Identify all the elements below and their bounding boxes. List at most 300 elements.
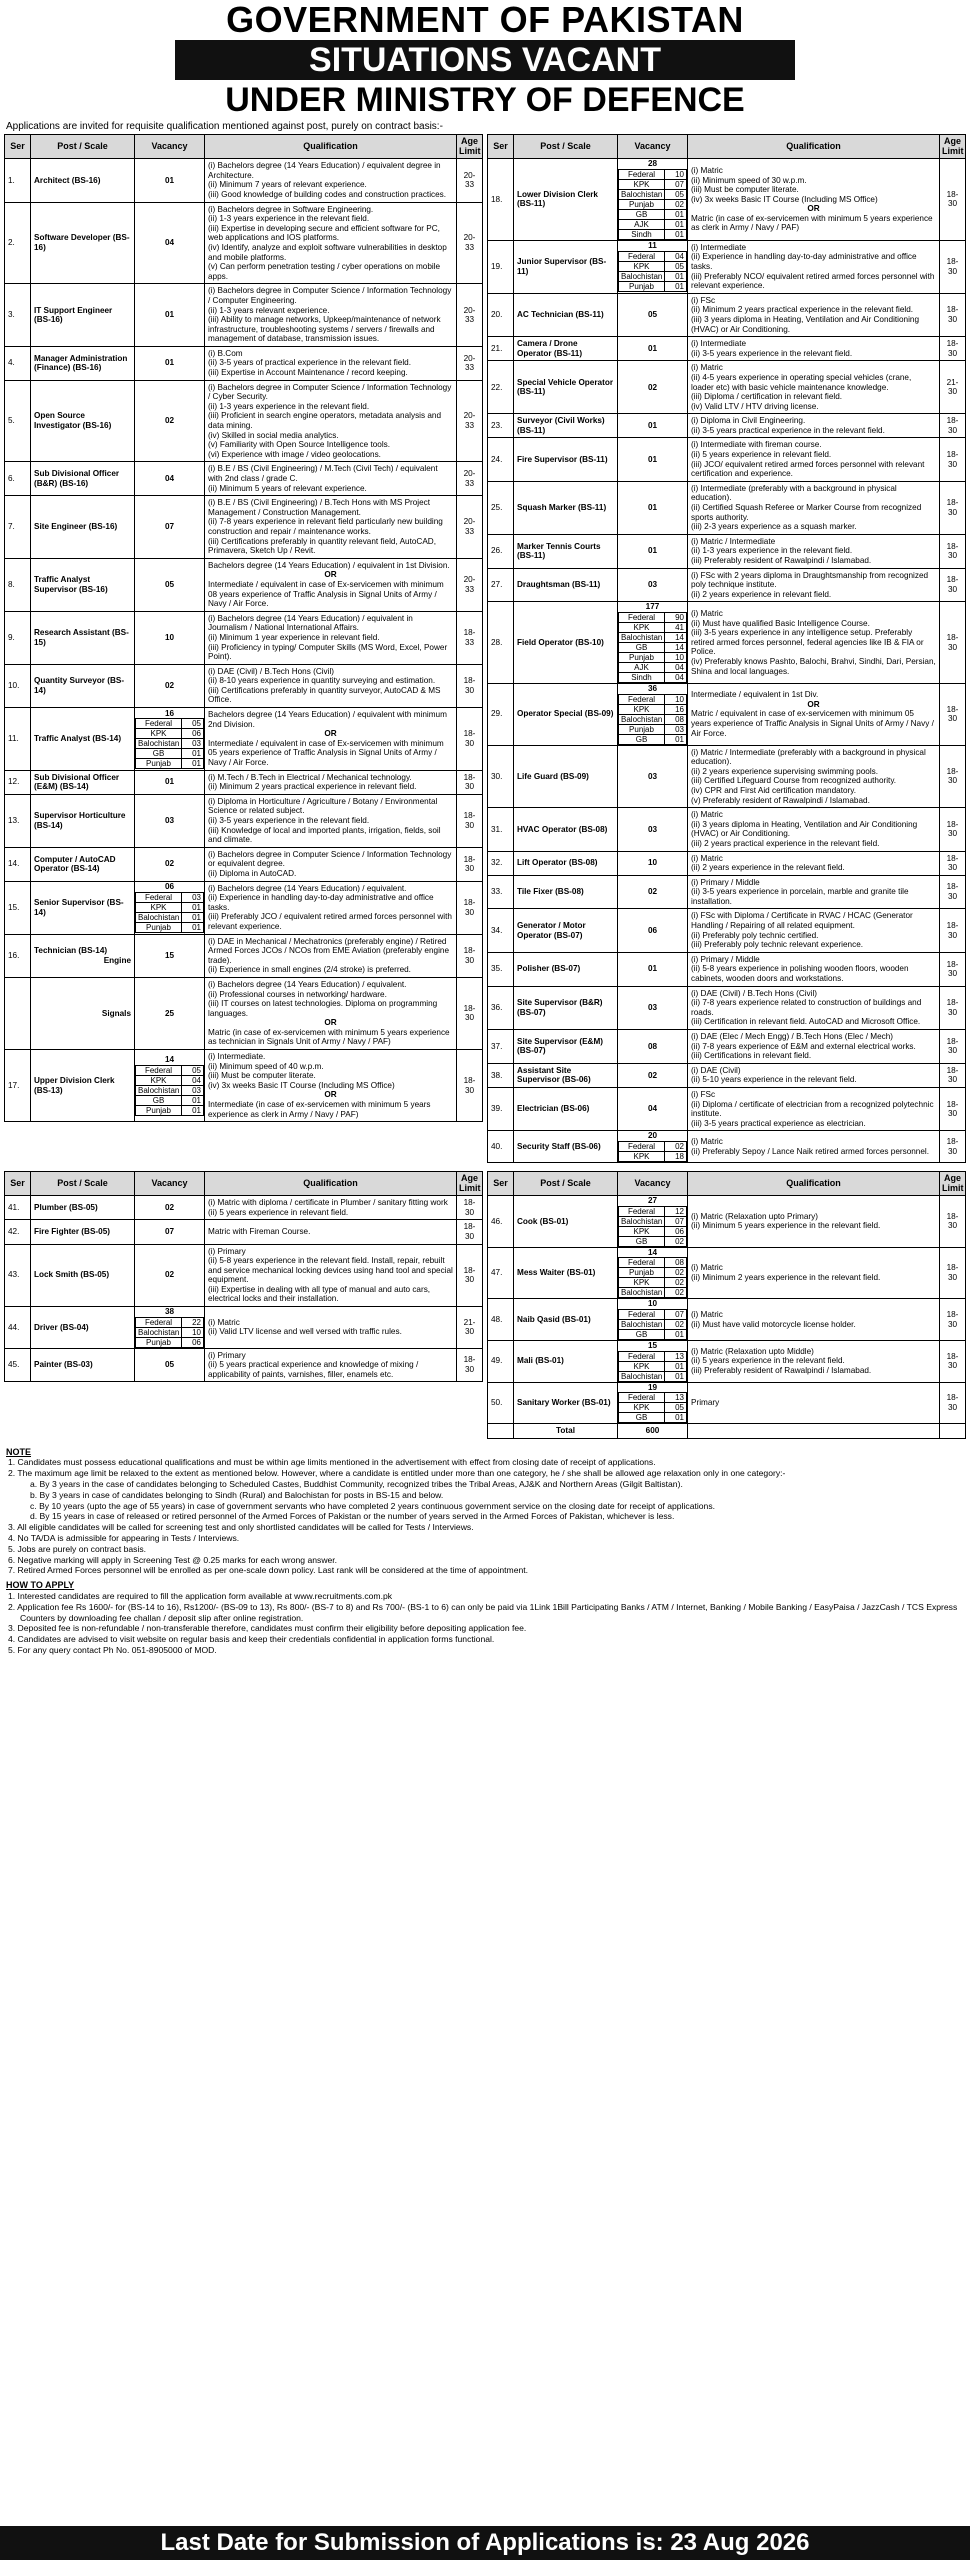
province-name: KPK bbox=[619, 622, 665, 632]
note-item: 6. Negative marking will apply in Screening Test @ 0.25 marks for each wrong answer. bbox=[8, 1554, 338, 1565]
table-row bbox=[488, 1299, 966, 1341]
row-qualification bbox=[688, 986, 940, 1029]
province-name: GB bbox=[136, 1095, 182, 1105]
province-name: KPK bbox=[136, 902, 182, 912]
qualification-line: OR bbox=[324, 1090, 337, 1100]
row-post bbox=[514, 534, 618, 568]
post-title: AC Technician (BS-11) bbox=[517, 310, 604, 320]
qualification-line: (ii) 5 years experience in the relevant field. bbox=[691, 1356, 845, 1366]
row-post bbox=[514, 1030, 618, 1064]
qualification-line: (ii) Experience in small engines (2/4 stroke) is preferred. bbox=[208, 965, 411, 975]
row-post bbox=[31, 284, 135, 347]
province-count: 41 bbox=[665, 622, 687, 632]
row-vacancy bbox=[618, 1299, 688, 1341]
vacancy-total: 177 bbox=[645, 602, 660, 612]
province-count: 03 bbox=[182, 1085, 204, 1095]
province-row bbox=[619, 612, 687, 622]
row-age: 18-30 bbox=[940, 1131, 966, 1163]
qualification-line: (ii) Minimum 2 years practical experience in relevant field. bbox=[208, 782, 417, 792]
province-name: AJK bbox=[619, 662, 665, 672]
row-vacancy bbox=[135, 977, 205, 1049]
province-row bbox=[619, 1403, 687, 1413]
post-title: HVAC Operator (BS-08) bbox=[517, 824, 608, 834]
province-breakdown bbox=[135, 1317, 204, 1348]
row-qualification bbox=[205, 1220, 457, 1244]
province-row bbox=[619, 1309, 687, 1319]
qualification-line: (i) Intermediate. bbox=[208, 1052, 266, 1062]
province-row bbox=[136, 1317, 204, 1327]
row-qualification bbox=[688, 745, 940, 808]
qualification-line: (iii) Good knowledge of building codes and construction practices. bbox=[208, 189, 447, 199]
row-vacancy bbox=[135, 346, 205, 380]
row-qualification bbox=[688, 1030, 940, 1064]
post-title: Architect (BS-16) bbox=[34, 175, 101, 185]
row-vacancy bbox=[618, 240, 688, 293]
province-count: 01 bbox=[665, 282, 687, 292]
vacancy-total: 03 bbox=[647, 580, 658, 590]
province-name: Federal bbox=[136, 719, 182, 729]
row-post bbox=[514, 986, 618, 1029]
qualification-line: Intermediate / equivalent in 1st Div. bbox=[691, 690, 819, 700]
qualification-line: (i) B.Com bbox=[208, 348, 243, 358]
province-row bbox=[619, 1329, 687, 1339]
vacancy-total: 19 bbox=[647, 1382, 658, 1392]
row-age: 21-30 bbox=[940, 361, 966, 414]
vacancy-total: 06 bbox=[164, 882, 175, 892]
table-row bbox=[488, 293, 966, 336]
province-name: Punjab bbox=[136, 759, 182, 769]
post-title: Lift Operator (BS-08) bbox=[517, 858, 598, 868]
qualification-line: (ii) Preferably poly technic certified. bbox=[691, 930, 819, 940]
qualification-line: (ii) 3 years diploma in Heating, Ventilation and Air Conditioning (HVAC) or Air Conditioning. bbox=[691, 819, 918, 839]
vacancy-total: 01 bbox=[647, 546, 658, 556]
qualification-line: (i) Intermediate bbox=[691, 242, 747, 252]
post-title: Traffic Analyst Supervisor (BS-16) bbox=[34, 575, 108, 594]
post-title: Manager Administration (Finance) (BS-16) bbox=[34, 353, 128, 373]
province-row bbox=[619, 672, 687, 682]
qualification-line: (ii) 5 years experience in relevant field. bbox=[691, 450, 832, 460]
province-count: 02 bbox=[665, 1288, 687, 1298]
row-post bbox=[514, 438, 618, 481]
qualification-line: (i) Matric bbox=[691, 1137, 723, 1147]
row-ser: 40. bbox=[488, 1131, 514, 1163]
row-ser: 37. bbox=[488, 1030, 514, 1064]
row-vacancy bbox=[618, 909, 688, 952]
table-row bbox=[488, 952, 966, 986]
province-breakdown bbox=[618, 1141, 687, 1162]
qualification-line: (ii) 1-3 years experience in the relevant field. bbox=[691, 546, 853, 556]
post-title: Quantity Surveyor (BS-14) bbox=[34, 676, 125, 695]
qualification-line: (ii) 2 years experience supervising swimming pools. bbox=[691, 766, 879, 776]
province-count: 05 bbox=[665, 189, 687, 199]
province-row bbox=[619, 1278, 687, 1288]
row-vacancy bbox=[135, 1050, 205, 1122]
qualification-line: (i) Matric (Relaxation upto Middle) bbox=[691, 1346, 814, 1356]
row-vacancy bbox=[618, 293, 688, 336]
vacancy-total: 10 bbox=[647, 1299, 658, 1309]
province-count: 02 bbox=[665, 1141, 687, 1151]
row-age: 18-30 bbox=[457, 708, 483, 771]
vacancy-total: 02 bbox=[647, 382, 658, 392]
left-column bbox=[4, 134, 483, 1122]
row-vacancy bbox=[135, 462, 205, 496]
row-ser: 22. bbox=[488, 361, 514, 414]
row-ser: 4. bbox=[5, 346, 31, 380]
row-ser: 24. bbox=[488, 438, 514, 481]
table-row bbox=[5, 1220, 483, 1244]
vacancy-total: 05 bbox=[164, 579, 175, 589]
qualification-line: (iii) Proficiency in typing/ Computer Skills (MS Word, Excel, Power Point). bbox=[208, 642, 448, 662]
qualification-line: (i) M.Tech / B.Tech in Electrical / Mechanical technology. bbox=[208, 772, 412, 782]
row-ser: 48. bbox=[488, 1299, 514, 1341]
qualification-line: (iii) JCO/ equivalent retired armed forces personnel with relevant certification and experience. bbox=[691, 459, 925, 479]
row-age: 18-30 bbox=[457, 664, 483, 707]
province-count: 08 bbox=[665, 714, 687, 724]
row-post bbox=[31, 1307, 135, 1349]
qualification-line: Intermediate / equivalent in case of Ex-servicemen with minimum 08 years experience of Traffic Analysis in Signal Units of Army / Navy / Air Force. bbox=[208, 579, 444, 609]
province-count: 14 bbox=[665, 632, 687, 642]
qualification-line: (ii) Experience in handling day-to-day administrative and office tasks. bbox=[208, 893, 434, 912]
province-count: 06 bbox=[182, 1337, 204, 1347]
province-row bbox=[619, 282, 687, 292]
post-title: Sub Divisional Officer (B&R) (BS-16) bbox=[34, 469, 120, 488]
row-post bbox=[31, 1348, 135, 1382]
province-row bbox=[619, 209, 687, 219]
qualification-line: (ii) Professional courses in networking/ hardware. bbox=[208, 989, 387, 999]
row-post bbox=[31, 380, 135, 462]
qualification-line: (iii) Preferably resident of Rawalpindi / Islamabad. bbox=[691, 556, 872, 565]
vacancy-total: 14 bbox=[647, 1247, 658, 1257]
province-count: 06 bbox=[182, 729, 204, 739]
table-row bbox=[488, 683, 966, 745]
row-age: 18-30 bbox=[940, 240, 966, 293]
province-breakdown bbox=[618, 694, 687, 745]
row-age: 18-30 bbox=[457, 1196, 483, 1220]
vacancy-total: 02 bbox=[164, 416, 175, 426]
province-count: 01 bbox=[665, 1329, 687, 1339]
qualification-line: (iii) Certified Lifeguard Course from recognized authority. bbox=[691, 776, 897, 786]
row-age: 18-30 bbox=[940, 986, 966, 1029]
qualification-line: (iii) Must be computer literate. bbox=[208, 1071, 316, 1081]
row-vacancy bbox=[618, 1030, 688, 1064]
qualification-line: (iii) 3-5 years experience in any intelligence setup. Preferably retired armed forces personnel, federal agencies like IB & FIA or Police. bbox=[691, 628, 924, 657]
province-row bbox=[619, 724, 687, 734]
row-vacancy bbox=[135, 847, 205, 881]
post-subtype: Signals bbox=[101, 1008, 131, 1018]
table-row bbox=[5, 881, 483, 934]
row-post bbox=[31, 346, 135, 380]
province-name: Federal bbox=[619, 694, 665, 704]
row-post bbox=[31, 611, 135, 664]
qualification-line: (ii) 1-3 years relevant experience. bbox=[208, 305, 330, 315]
right-column bbox=[487, 134, 966, 1163]
post-title: Lock Smith (BS-05) bbox=[34, 1270, 110, 1280]
qualification-line: (ii) 2 years experience in relevant field. bbox=[691, 589, 832, 599]
post-title: Upper Division Clerk (BS-13) bbox=[34, 1076, 115, 1095]
vacancy-total: 15 bbox=[647, 1340, 658, 1350]
row-ser: 34. bbox=[488, 909, 514, 952]
row-post bbox=[31, 462, 135, 496]
note-item: 7. Retired Armed Forces personnel will be enrolled as per one-scale down policy. Last rank will be considered at the time of appointment. bbox=[8, 1565, 529, 1576]
row-vacancy bbox=[135, 794, 205, 847]
province-count: 05 bbox=[182, 1065, 204, 1075]
table-row bbox=[5, 664, 483, 707]
row-qualification bbox=[688, 808, 940, 851]
row-age: 18-30 bbox=[940, 438, 966, 481]
qualification-line: (ii) 7-8 years experience in relevant field particularly new building construction and repair / maintenance works. bbox=[208, 517, 443, 536]
row-post bbox=[31, 1050, 135, 1122]
col-post: Post / Scale bbox=[31, 1171, 135, 1195]
province-row bbox=[619, 704, 687, 714]
row-ser: 1. bbox=[5, 159, 31, 202]
province-count: 03 bbox=[182, 739, 204, 749]
post-title: Camera / Drone Operator (BS-11) bbox=[517, 339, 583, 358]
province-name: Punjab bbox=[619, 724, 665, 734]
province-breakdown bbox=[618, 1309, 687, 1340]
province-count: 01 bbox=[182, 912, 204, 922]
row-ser: 33. bbox=[488, 875, 514, 909]
province-row bbox=[619, 262, 687, 272]
qualification-line: (i) Bachelors degree in Computer Science / Information Technology / Computer Engineering. bbox=[208, 286, 452, 305]
row-post bbox=[514, 481, 618, 534]
vacancy-total: 08 bbox=[647, 1041, 658, 1051]
qualification-line: (ii) 5-8 years experience in the relevant field. Install, repair, rebuilt and service mechanical locking devices using hand tool and special equipment. bbox=[208, 1256, 453, 1285]
province-breakdown bbox=[135, 892, 204, 933]
province-row bbox=[136, 892, 204, 902]
row-vacancy bbox=[135, 558, 205, 611]
qualification-line: (ii) Minimum 7 years of relevant experience. bbox=[208, 180, 367, 190]
table-row bbox=[5, 346, 483, 380]
vacancy-table-right bbox=[487, 134, 966, 1163]
post-title: Electrician (BS-06) bbox=[517, 1104, 590, 1114]
qualification-line: (v) Can perform penetration testing / cyber operations on mobile apps. bbox=[208, 262, 441, 281]
province-row bbox=[619, 199, 687, 209]
qualification-line: (iii) Preferably JCO / equivalent retired armed forces personnel with relevant experience. bbox=[208, 912, 452, 931]
province-count: 05 bbox=[665, 262, 687, 272]
post-title: Computer / AutoCAD Operator (BS-14) bbox=[34, 854, 116, 874]
qualification-line: (iii) 3 years diploma in Heating, Ventilation and Air Conditioning (HVAC) or Air Conditioning. bbox=[691, 314, 920, 334]
row-age: 18-30 bbox=[457, 1348, 483, 1382]
row-age: 18-30 bbox=[940, 414, 966, 438]
qualification-line: (i) FSc bbox=[691, 295, 716, 305]
province-count: 07 bbox=[665, 1216, 687, 1226]
qualification-line: (i) Matric bbox=[691, 1263, 723, 1273]
province-name: Punjab bbox=[619, 199, 665, 209]
province-name: Federal bbox=[619, 169, 665, 179]
province-row bbox=[619, 734, 687, 744]
row-ser: 42. bbox=[5, 1220, 31, 1244]
table-row bbox=[5, 558, 483, 611]
row-post bbox=[31, 847, 135, 881]
province-name: Balochistan bbox=[619, 1319, 665, 1329]
vacancy-total: 16 bbox=[164, 708, 175, 718]
province-breakdown bbox=[618, 612, 687, 683]
row-ser bbox=[5, 977, 31, 1049]
province-name: Balochistan bbox=[136, 1327, 182, 1337]
row-ser: 15. bbox=[5, 881, 31, 934]
post-title: Tile Fixer (BS-08) bbox=[517, 887, 584, 897]
province-count: 10 bbox=[665, 169, 687, 179]
table-row bbox=[488, 361, 966, 414]
qualification-line: (iii) Certifications preferably in quantity relevant field, AutoCAD, Primavera, Sketch Up / Revit. bbox=[208, 536, 436, 556]
row-qualification bbox=[688, 568, 940, 602]
row-age: 18-30 bbox=[940, 851, 966, 875]
row-ser: 28. bbox=[488, 602, 514, 684]
row-post bbox=[514, 952, 618, 986]
province-count: 01 bbox=[665, 272, 687, 282]
row-vacancy bbox=[618, 1340, 688, 1382]
province-row bbox=[136, 922, 204, 932]
row-ser: 9. bbox=[5, 611, 31, 664]
post-title: Site Supervisor (E&M) (BS-07) bbox=[517, 1036, 603, 1056]
qualification-line: OR bbox=[324, 1018, 337, 1028]
row-vacancy bbox=[618, 1063, 688, 1087]
row-qualification bbox=[688, 159, 940, 241]
row-ser: 44. bbox=[5, 1307, 31, 1349]
row-ser: 8. bbox=[5, 558, 31, 611]
qualification-line: (iii) Certification in relevant field. AutoCAD and Microsoft Office. bbox=[691, 1017, 921, 1027]
vacancy-total: 02 bbox=[164, 1270, 175, 1280]
qualification-line: (i) DAE (Civil) bbox=[691, 1065, 741, 1075]
row-qualification bbox=[688, 534, 940, 568]
row-post bbox=[31, 1244, 135, 1307]
header-subtitle: SITUATIONS VACANT bbox=[175, 40, 795, 80]
qualification-line: Intermediate / equivalent in case of Ex-servicemen with minimum 05 years experience of Traffic Analysis in Signal Units of Army / Navy / Air Force. bbox=[208, 738, 444, 768]
province-name: Balochistan bbox=[619, 714, 665, 724]
vacancy-total: 01 bbox=[647, 454, 658, 464]
row-vacancy bbox=[618, 1131, 688, 1163]
province-row bbox=[619, 229, 687, 239]
table-row bbox=[5, 284, 483, 347]
table-row bbox=[5, 202, 483, 284]
notes-section bbox=[0, 1439, 970, 1656]
vacancy-table-right-2 bbox=[487, 1171, 966, 1439]
row-post bbox=[514, 745, 618, 808]
row-age: 20-33 bbox=[457, 462, 483, 496]
qualification-line: (iii) IT courses on latest technologies. Diploma on programming languages. bbox=[208, 999, 438, 1018]
qualification-line: Primary bbox=[691, 1398, 720, 1407]
row-vacancy bbox=[135, 664, 205, 707]
post-title: Security Staff (BS-06) bbox=[517, 1141, 601, 1151]
province-count: 06 bbox=[665, 1226, 687, 1236]
row-qualification bbox=[688, 481, 940, 534]
province-row bbox=[619, 1258, 687, 1268]
vacancy-total: 15 bbox=[164, 950, 175, 960]
main-tables bbox=[0, 134, 970, 1163]
note-item: 3. All eligible candidates will be called for screening test and only shortlisted candidates will be called for Tests / Interviews. bbox=[8, 1522, 474, 1533]
table-row bbox=[488, 481, 966, 534]
province-count: 10 bbox=[182, 1327, 204, 1337]
row-post bbox=[514, 683, 618, 745]
row-ser: 19. bbox=[488, 240, 514, 293]
table-row bbox=[5, 1196, 483, 1220]
post-title: Painter (BS-03) bbox=[34, 1360, 93, 1370]
table-row bbox=[5, 462, 483, 496]
table-row bbox=[5, 977, 483, 1049]
row-post bbox=[31, 934, 135, 977]
province-row bbox=[619, 252, 687, 262]
province-name: GB bbox=[136, 749, 182, 759]
row-qualification bbox=[688, 683, 940, 745]
row-qualification bbox=[205, 664, 457, 707]
row-qualification bbox=[205, 159, 457, 202]
row-qualification bbox=[688, 952, 940, 986]
qualification-line: (ii) 5-10 years experience in the relevant field. bbox=[691, 1075, 857, 1085]
qualification-line: (i) B.E / BS (Civil Engineering) / B.Tech Hons with MS Project Management / Construction Management. bbox=[208, 498, 431, 517]
row-qualification bbox=[688, 1087, 940, 1130]
row-qualification bbox=[205, 881, 457, 934]
table-row bbox=[5, 1244, 483, 1307]
row-vacancy bbox=[135, 770, 205, 794]
province-row bbox=[136, 1337, 204, 1347]
qualification-line: (iii) Certifications in relevant field. bbox=[691, 1051, 812, 1061]
row-post bbox=[514, 1131, 618, 1163]
province-row bbox=[619, 1216, 687, 1226]
row-post bbox=[514, 602, 618, 684]
qualification-line: OR bbox=[807, 699, 820, 709]
row-qualification bbox=[205, 202, 457, 284]
row-post bbox=[31, 558, 135, 611]
qualification-line: (i) DAE (Civil) / B.Tech Hons (Civil) bbox=[208, 666, 335, 676]
province-count: 16 bbox=[665, 704, 687, 714]
row-ser: 3. bbox=[5, 284, 31, 347]
col-post: Post / Scale bbox=[514, 135, 618, 159]
row-age: 18-30 bbox=[940, 534, 966, 568]
province-name: KPK bbox=[619, 1278, 665, 1288]
lower-tables bbox=[0, 1171, 970, 1439]
qualification-line: (ii) Preferably Sepoy / Lance Naik retired armed forces personnel. bbox=[691, 1146, 930, 1156]
row-post bbox=[514, 568, 618, 602]
col-qualification: Qualification bbox=[688, 135, 940, 159]
province-count: 01 bbox=[182, 749, 204, 759]
province-row bbox=[619, 1206, 687, 1216]
qualification-line: (ii) 1-3 years experience in the relevant field. bbox=[208, 214, 370, 224]
qualification-line: (iii) Expertise in Account Maintenance / record keeping. bbox=[208, 368, 408, 378]
qualification-line: (i) Matric / Intermediate (preferably with a background in physical education). bbox=[691, 747, 926, 767]
post-title: Technician (BS-14) bbox=[34, 946, 108, 956]
province-name: KPK bbox=[619, 1226, 665, 1236]
qualification-line: (i) Matric bbox=[691, 1310, 723, 1320]
qualification-line: Intermediate (in case of ex-servicemen with minimum 5 years experience as clerk in Army / Navy / PAF) bbox=[208, 1100, 431, 1119]
province-row bbox=[619, 1236, 687, 1246]
post-title: Open Source Investigator (BS-16) bbox=[34, 411, 112, 431]
col-vacancy: Vacancy bbox=[135, 1171, 205, 1195]
row-qualification bbox=[688, 1063, 940, 1087]
post-title: Naib Qasid (BS-01) bbox=[517, 1314, 591, 1324]
apply-item: 5. For any query contact Ph No. 051-8905000 of MOD. bbox=[8, 1645, 217, 1656]
row-age: 20-33 bbox=[457, 496, 483, 559]
post-title: Junior Supervisor (BS-11) bbox=[517, 257, 607, 276]
row-age: 18-30 bbox=[940, 909, 966, 952]
row-age: 18-33 bbox=[457, 611, 483, 664]
row-age: 18-30 bbox=[940, 683, 966, 745]
province-count: 01 bbox=[665, 219, 687, 229]
province-row bbox=[136, 739, 204, 749]
province-name: Balochistan bbox=[136, 912, 182, 922]
row-vacancy bbox=[135, 611, 205, 664]
province-row bbox=[619, 1268, 687, 1278]
note-item: 4. No TA/DA is admissible for appearing in Tests / Interviews. bbox=[8, 1533, 240, 1544]
qualification-line: (ii) Diploma / certificate of electrician from a recognized polytechnic institute. bbox=[691, 1099, 934, 1119]
post-title: Field Operator (BS-10) bbox=[517, 637, 604, 647]
row-qualification bbox=[205, 284, 457, 347]
province-breakdown bbox=[618, 251, 687, 292]
row-age: 18-30 bbox=[940, 1382, 966, 1424]
qualification-line: (iii) Preferably NCO/ equivalent retired armed forces personnel with relevant experience. bbox=[691, 271, 935, 291]
qualification-line: Matric with Fireman Course. bbox=[208, 1227, 311, 1237]
row-age: 18-30 bbox=[940, 875, 966, 909]
qualification-line: (i) Intermediate with fireman course. bbox=[691, 440, 822, 450]
